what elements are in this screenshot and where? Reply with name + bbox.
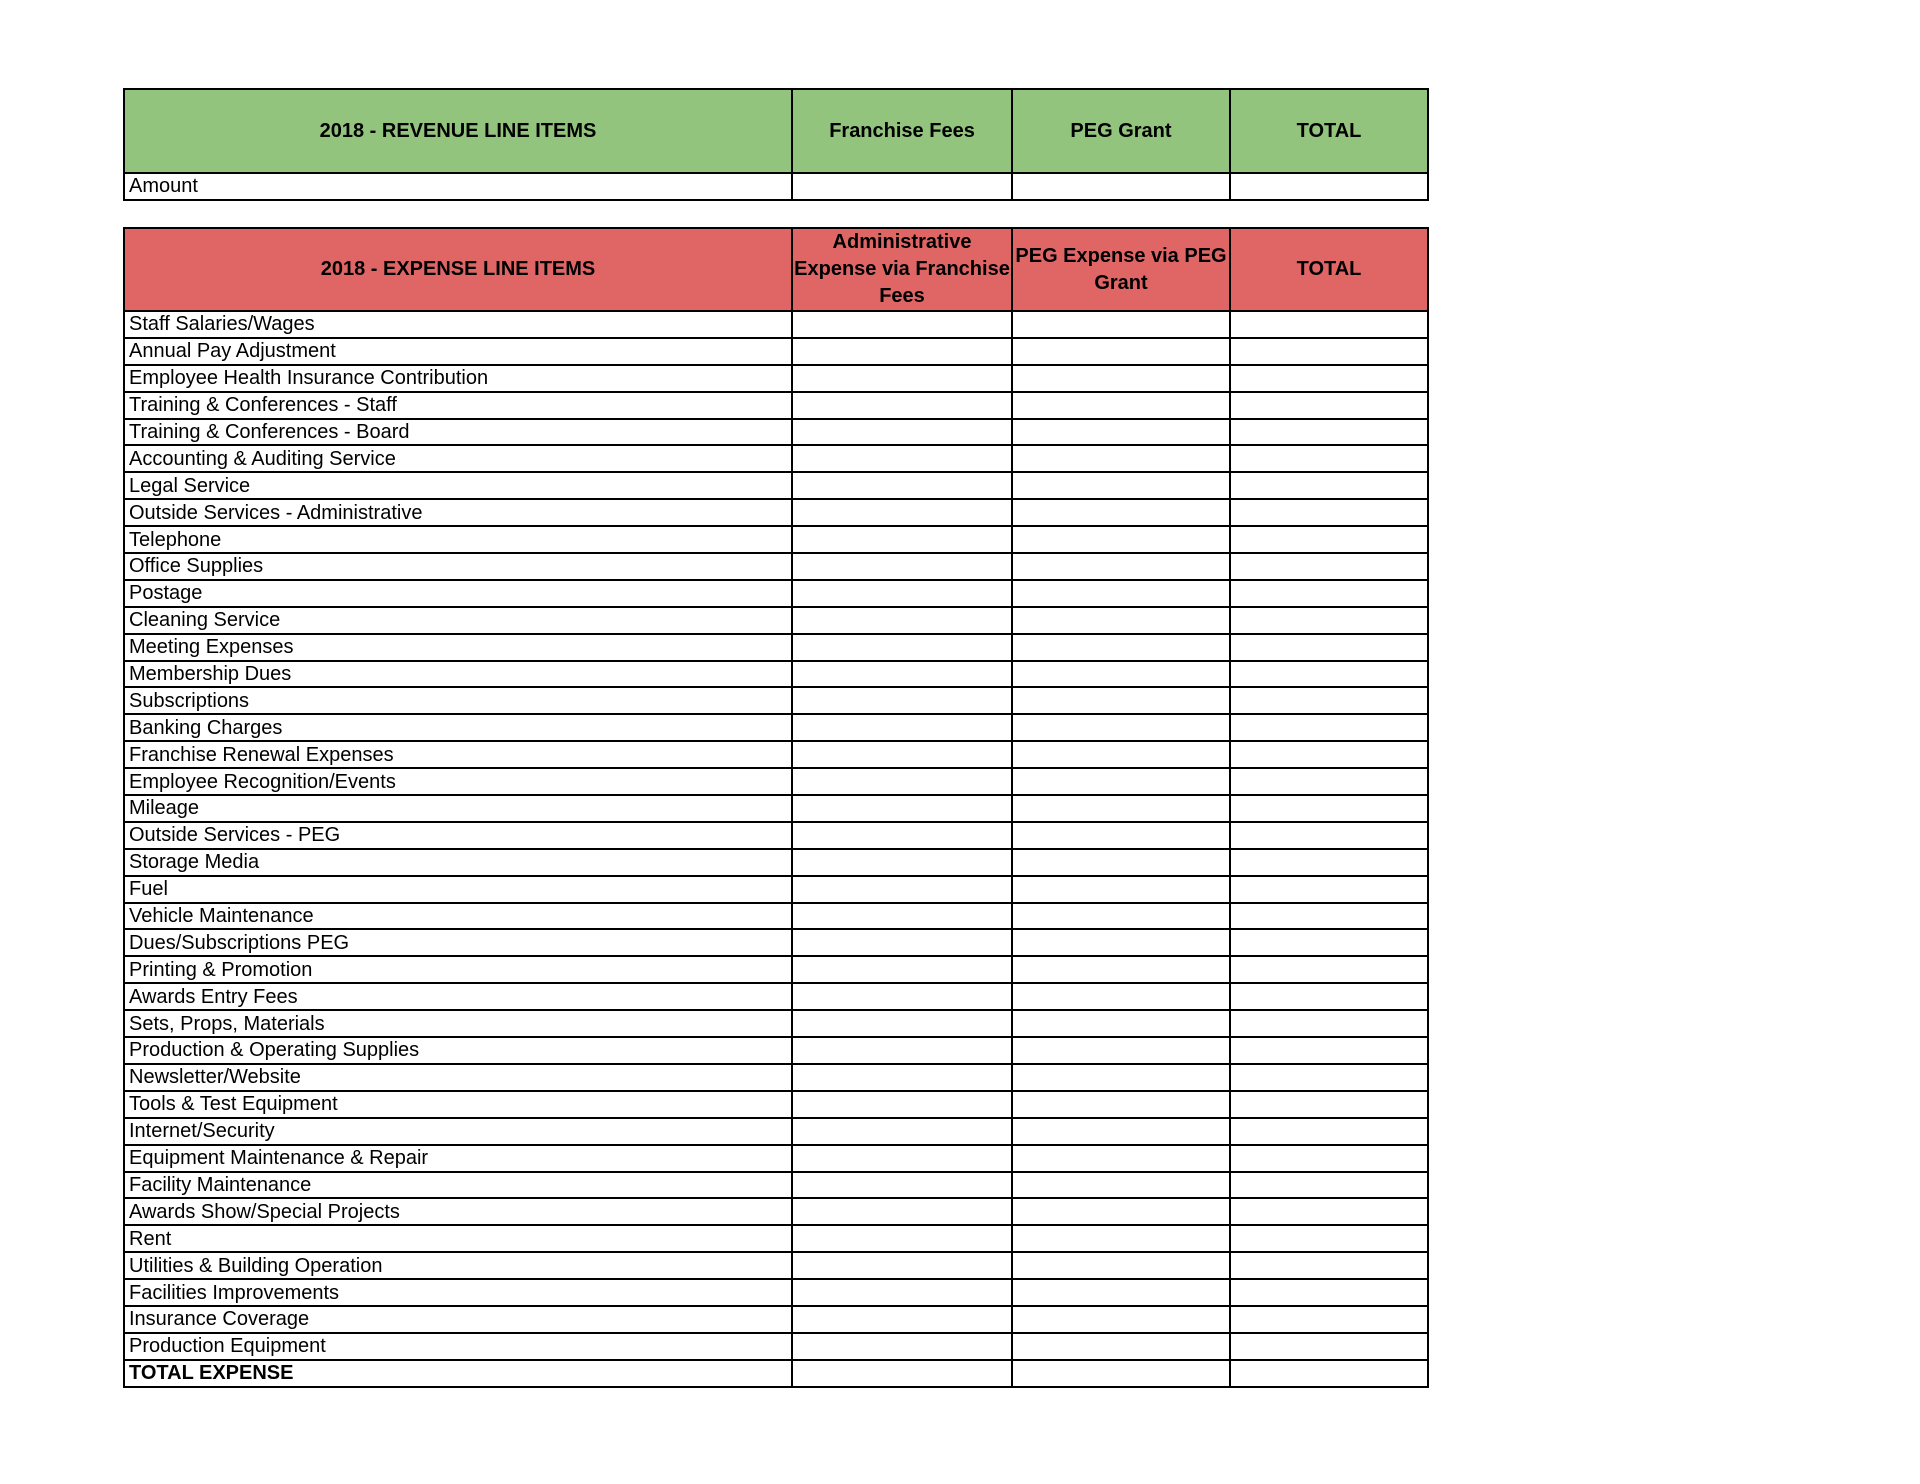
expense-cell-col-2[interactable] bbox=[1012, 822, 1230, 849]
expense-cell-col-1[interactable] bbox=[792, 365, 1012, 392]
expense-cell-col-1[interactable] bbox=[792, 903, 1012, 930]
expense-cell-total[interactable] bbox=[1230, 1279, 1428, 1306]
expense-row bbox=[124, 929, 1428, 956]
expense-cell-total[interactable] bbox=[1230, 392, 1428, 419]
revenue-body bbox=[124, 173, 1428, 200]
expense-row bbox=[124, 553, 1428, 580]
expense-cell-total[interactable] bbox=[1230, 903, 1428, 930]
expense-row-label: Employee Recognition/Events bbox=[124, 768, 792, 795]
expense-cell-col-1[interactable] bbox=[792, 1306, 1012, 1333]
expense-row bbox=[124, 526, 1428, 553]
expense-cell-total[interactable] bbox=[1230, 741, 1428, 768]
expense-row bbox=[124, 338, 1428, 365]
expense-cell-col-2[interactable] bbox=[1012, 553, 1230, 580]
expense-row bbox=[124, 634, 1428, 661]
expense-cell-col-2[interactable] bbox=[1012, 445, 1230, 472]
revenue-header-label: 2018 - REVENUE LINE ITEMS bbox=[124, 89, 792, 173]
expense-cell-col-1[interactable] bbox=[792, 876, 1012, 903]
expense-row bbox=[124, 607, 1428, 634]
expense-cell-col-2[interactable] bbox=[1012, 526, 1230, 553]
expense-table bbox=[123, 227, 1429, 1388]
expense-cell-total[interactable] bbox=[1230, 876, 1428, 903]
expense-row-label: Mileage bbox=[124, 795, 792, 822]
expense-cell-col-1[interactable] bbox=[792, 634, 1012, 661]
expense-row-label: Annual Pay Adjustment bbox=[124, 338, 792, 365]
expense-cell-col-2[interactable] bbox=[1012, 1360, 1230, 1387]
expense-row-label: Cleaning Service bbox=[124, 607, 792, 634]
expense-row bbox=[124, 392, 1428, 419]
expense-row bbox=[124, 1037, 1428, 1064]
expense-cell-col-1[interactable] bbox=[792, 1010, 1012, 1037]
expense-row bbox=[124, 1198, 1428, 1225]
expense-cell-col-2[interactable] bbox=[1012, 338, 1230, 365]
expense-row-label: Sets, Props, Materials bbox=[124, 1010, 792, 1037]
expense-header-total: TOTAL bbox=[1230, 228, 1428, 311]
expense-row bbox=[124, 1145, 1428, 1172]
expense-cell-col-1[interactable] bbox=[792, 338, 1012, 365]
expense-cell-col-2[interactable] bbox=[1012, 714, 1230, 741]
expense-row-label: Dues/Subscriptions PEG bbox=[124, 929, 792, 956]
expense-cell-total[interactable] bbox=[1230, 849, 1428, 876]
expense-cell-col-2[interactable] bbox=[1012, 1145, 1230, 1172]
expense-row-label: Storage Media bbox=[124, 849, 792, 876]
expense-cell-col-2[interactable] bbox=[1012, 1064, 1230, 1091]
revenue-row bbox=[124, 173, 1428, 200]
expense-cell-col-2[interactable] bbox=[1012, 634, 1230, 661]
expense-cell-col-2[interactable] bbox=[1012, 1010, 1230, 1037]
expense-row bbox=[124, 983, 1428, 1010]
expense-cell-total[interactable] bbox=[1230, 311, 1428, 338]
expense-cell-col-1[interactable] bbox=[792, 1333, 1012, 1360]
expense-cell-total[interactable] bbox=[1230, 1145, 1428, 1172]
expense-row-label: Internet/Security bbox=[124, 1118, 792, 1145]
expense-row bbox=[124, 1118, 1428, 1145]
revenue-header-franchise-fees: Franchise Fees bbox=[792, 89, 1012, 173]
expense-cell-col-1[interactable] bbox=[792, 553, 1012, 580]
expense-row-label: Postage bbox=[124, 580, 792, 607]
expense-cell-col-1[interactable] bbox=[792, 1091, 1012, 1118]
revenue-cell-total[interactable] bbox=[1230, 173, 1428, 200]
expense-cell-col-1[interactable] bbox=[792, 472, 1012, 499]
expense-cell-col-2[interactable] bbox=[1012, 607, 1230, 634]
expense-row bbox=[124, 1225, 1428, 1252]
expense-cell-col-1[interactable] bbox=[792, 714, 1012, 741]
expense-cell-col-2[interactable] bbox=[1012, 472, 1230, 499]
expense-cell-col-2[interactable] bbox=[1012, 956, 1230, 983]
expense-cell-total[interactable] bbox=[1230, 526, 1428, 553]
expense-row-label: Insurance Coverage bbox=[124, 1306, 792, 1333]
expense-cell-total[interactable] bbox=[1230, 1306, 1428, 1333]
expense-cell-col-1[interactable] bbox=[792, 768, 1012, 795]
expense-cell-col-1[interactable] bbox=[792, 849, 1012, 876]
expense-cell-col-1[interactable] bbox=[792, 1118, 1012, 1145]
expense-cell-total[interactable] bbox=[1230, 661, 1428, 688]
expense-cell-col-1[interactable] bbox=[792, 445, 1012, 472]
expense-cell-col-2[interactable] bbox=[1012, 929, 1230, 956]
expense-row-label: Training & Conferences - Staff bbox=[124, 392, 792, 419]
expense-row-label: Production Equipment bbox=[124, 1333, 792, 1360]
expense-row bbox=[124, 1172, 1428, 1199]
expense-row-label: Utilities & Building Operation bbox=[124, 1252, 792, 1279]
expense-row bbox=[124, 472, 1428, 499]
expense-row bbox=[124, 714, 1428, 741]
expense-cell-total[interactable] bbox=[1230, 419, 1428, 446]
expense-header-peg-expense: PEG Expense via PEG Grant bbox=[1012, 228, 1230, 311]
expense-row-label: Printing & Promotion bbox=[124, 956, 792, 983]
expense-cell-col-1[interactable] bbox=[792, 1360, 1012, 1387]
expense-cell-col-1[interactable] bbox=[792, 311, 1012, 338]
expense-cell-col-1[interactable] bbox=[792, 499, 1012, 526]
expense-cell-total[interactable] bbox=[1230, 472, 1428, 499]
expense-row bbox=[124, 956, 1428, 983]
expense-cell-col-1[interactable] bbox=[792, 983, 1012, 1010]
expense-cell-col-2[interactable] bbox=[1012, 1091, 1230, 1118]
expense-cell-total[interactable] bbox=[1230, 822, 1428, 849]
expense-row bbox=[124, 1091, 1428, 1118]
expense-cell-col-2[interactable] bbox=[1012, 1279, 1230, 1306]
expense-cell-total[interactable] bbox=[1230, 1037, 1428, 1064]
expense-row-label: Facility Maintenance bbox=[124, 1172, 792, 1199]
revenue-header-total: TOTAL bbox=[1230, 89, 1428, 173]
expense-cell-total[interactable] bbox=[1230, 1333, 1428, 1360]
expense-body bbox=[124, 311, 1428, 1387]
expense-cell-total[interactable] bbox=[1230, 580, 1428, 607]
expense-cell-total[interactable] bbox=[1230, 1198, 1428, 1225]
expense-cell-col-2[interactable] bbox=[1012, 1225, 1230, 1252]
expense-cell-col-1[interactable] bbox=[792, 526, 1012, 553]
expense-cell-total[interactable] bbox=[1230, 499, 1428, 526]
expense-cell-col-1[interactable] bbox=[792, 1037, 1012, 1064]
expense-cell-col-1[interactable] bbox=[792, 822, 1012, 849]
expense-row-label: Outside Services - Administrative bbox=[124, 499, 792, 526]
expense-cell-total[interactable] bbox=[1230, 445, 1428, 472]
expense-cell-total[interactable] bbox=[1230, 687, 1428, 714]
expense-row-label: Facilities Improvements bbox=[124, 1279, 792, 1306]
expense-cell-col-1[interactable] bbox=[792, 607, 1012, 634]
expense-row bbox=[124, 849, 1428, 876]
expense-cell-col-2[interactable] bbox=[1012, 1172, 1230, 1199]
expense-cell-total[interactable] bbox=[1230, 1010, 1428, 1037]
expense-cell-col-2[interactable] bbox=[1012, 1118, 1230, 1145]
expense-cell-total[interactable] bbox=[1230, 634, 1428, 661]
expense-cell-col-1[interactable] bbox=[792, 661, 1012, 688]
expense-cell-col-2[interactable] bbox=[1012, 1252, 1230, 1279]
expense-cell-total[interactable] bbox=[1230, 1064, 1428, 1091]
expense-cell-col-1[interactable] bbox=[792, 1225, 1012, 1252]
expense-row bbox=[124, 419, 1428, 446]
expense-cell-total[interactable] bbox=[1230, 795, 1428, 822]
expense-row bbox=[124, 580, 1428, 607]
expense-cell-col-1[interactable] bbox=[792, 687, 1012, 714]
expense-cell-col-2[interactable] bbox=[1012, 1198, 1230, 1225]
expense-cell-col-2[interactable] bbox=[1012, 768, 1230, 795]
expense-row-label: Employee Health Insurance Contribution bbox=[124, 365, 792, 392]
expense-cell-col-1[interactable] bbox=[792, 1198, 1012, 1225]
expense-row-label: Meeting Expenses bbox=[124, 634, 792, 661]
expense-cell-col-2[interactable] bbox=[1012, 392, 1230, 419]
expense-cell-col-1[interactable] bbox=[792, 1064, 1012, 1091]
expense-cell-col-1[interactable] bbox=[792, 795, 1012, 822]
revenue-row-label: Amount bbox=[124, 173, 792, 200]
expense-cell-col-1[interactable] bbox=[792, 1252, 1012, 1279]
expense-row-label: Outside Services - PEG bbox=[124, 822, 792, 849]
expense-cell-col-1[interactable] bbox=[792, 956, 1012, 983]
expense-row-label: Subscriptions bbox=[124, 687, 792, 714]
expense-cell-col-2[interactable] bbox=[1012, 311, 1230, 338]
expense-row bbox=[124, 499, 1428, 526]
expense-cell-col-2[interactable] bbox=[1012, 365, 1230, 392]
expense-row bbox=[124, 903, 1428, 930]
expense-cell-total[interactable] bbox=[1230, 768, 1428, 795]
expense-header-label: 2018 - EXPENSE LINE ITEMS bbox=[124, 228, 792, 311]
expense-cell-col-2[interactable] bbox=[1012, 741, 1230, 768]
expense-cell-total[interactable] bbox=[1230, 983, 1428, 1010]
expense-row-label: Training & Conferences - Board bbox=[124, 419, 792, 446]
expense-row bbox=[124, 1333, 1428, 1360]
expense-cell-col-2[interactable] bbox=[1012, 687, 1230, 714]
expense-cell-total[interactable] bbox=[1230, 714, 1428, 741]
expense-cell-total[interactable] bbox=[1230, 1118, 1428, 1145]
expense-cell-col-1[interactable] bbox=[792, 1279, 1012, 1306]
expense-row-label: Telephone bbox=[124, 526, 792, 553]
expense-cell-total[interactable] bbox=[1230, 1225, 1428, 1252]
expense-cell-col-1[interactable] bbox=[792, 929, 1012, 956]
revenue-cell-col-1[interactable] bbox=[792, 173, 1012, 200]
expense-row-label: Fuel bbox=[124, 876, 792, 903]
expense-row-label: Banking Charges bbox=[124, 714, 792, 741]
expense-header-row bbox=[124, 228, 1428, 311]
expense-row bbox=[124, 687, 1428, 714]
expense-row-label: TOTAL EXPENSE bbox=[124, 1360, 792, 1387]
expense-header-admin-expense: Administrative Expense via Franchise Fees bbox=[792, 228, 1012, 311]
expense-cell-total[interactable] bbox=[1230, 1252, 1428, 1279]
expense-row-label: Staff Salaries/Wages bbox=[124, 311, 792, 338]
expense-cell-col-1[interactable] bbox=[792, 1172, 1012, 1199]
expense-row bbox=[124, 768, 1428, 795]
expense-row bbox=[124, 1064, 1428, 1091]
expense-row bbox=[124, 661, 1428, 688]
expense-row bbox=[124, 365, 1428, 392]
expense-row bbox=[124, 1252, 1428, 1279]
expense-cell-total[interactable] bbox=[1230, 607, 1428, 634]
expense-row-label: Equipment Maintenance & Repair bbox=[124, 1145, 792, 1172]
expense-row-label: Newsletter/Website bbox=[124, 1064, 792, 1091]
expense-cell-col-2[interactable] bbox=[1012, 580, 1230, 607]
expense-row bbox=[124, 1306, 1428, 1333]
revenue-table bbox=[123, 88, 1429, 201]
expense-row-label: Awards Entry Fees bbox=[124, 983, 792, 1010]
expense-cell-col-1[interactable] bbox=[792, 392, 1012, 419]
expense-row-label: Tools & Test Equipment bbox=[124, 1091, 792, 1118]
expense-cell-total[interactable] bbox=[1230, 1172, 1428, 1199]
expense-cell-total[interactable] bbox=[1230, 1360, 1428, 1387]
expense-row bbox=[124, 795, 1428, 822]
expense-row bbox=[124, 822, 1428, 849]
expense-cell-total[interactable] bbox=[1230, 338, 1428, 365]
expense-cell-total[interactable] bbox=[1230, 956, 1428, 983]
expense-cell-col-2[interactable] bbox=[1012, 983, 1230, 1010]
expense-row-label: Rent bbox=[124, 1225, 792, 1252]
expense-cell-total[interactable] bbox=[1230, 553, 1428, 580]
expense-row-label: Accounting & Auditing Service bbox=[124, 445, 792, 472]
expense-cell-col-2[interactable] bbox=[1012, 661, 1230, 688]
expense-cell-col-1[interactable] bbox=[792, 580, 1012, 607]
expense-cell-col-2[interactable] bbox=[1012, 795, 1230, 822]
revenue-cell-col-2[interactable] bbox=[1012, 173, 1230, 200]
expense-row-label: Legal Service bbox=[124, 472, 792, 499]
expense-cell-col-1[interactable] bbox=[792, 419, 1012, 446]
expense-cell-total[interactable] bbox=[1230, 1091, 1428, 1118]
expense-row bbox=[124, 741, 1428, 768]
expense-cell-col-2[interactable] bbox=[1012, 499, 1230, 526]
expense-row bbox=[124, 445, 1428, 472]
expense-cell-col-2[interactable] bbox=[1012, 1306, 1230, 1333]
expense-cell-total[interactable] bbox=[1230, 365, 1428, 392]
expense-row-label: Production & Operating Supplies bbox=[124, 1037, 792, 1064]
expense-row-label: Franchise Renewal Expenses bbox=[124, 741, 792, 768]
expense-row bbox=[124, 1279, 1428, 1306]
revenue-header-row bbox=[124, 89, 1428, 173]
expense-cell-col-2[interactable] bbox=[1012, 876, 1230, 903]
revenue-header-peg-grant: PEG Grant bbox=[1012, 89, 1230, 173]
expense-row bbox=[124, 1360, 1428, 1387]
expense-row bbox=[124, 311, 1428, 338]
expense-row bbox=[124, 876, 1428, 903]
expense-row-label: Vehicle Maintenance bbox=[124, 903, 792, 930]
expense-cell-col-1[interactable] bbox=[792, 741, 1012, 768]
expense-cell-col-2[interactable] bbox=[1012, 849, 1230, 876]
expense-cell-col-2[interactable] bbox=[1012, 419, 1230, 446]
expense-cell-col-1[interactable] bbox=[792, 1145, 1012, 1172]
expense-row-label: Awards Show/Special Projects bbox=[124, 1198, 792, 1225]
expense-row-label: Membership Dues bbox=[124, 661, 792, 688]
expense-cell-col-2[interactable] bbox=[1012, 903, 1230, 930]
expense-row bbox=[124, 1010, 1428, 1037]
expense-row-label: Office Supplies bbox=[124, 553, 792, 580]
expense-cell-total[interactable] bbox=[1230, 929, 1428, 956]
expense-cell-col-2[interactable] bbox=[1012, 1037, 1230, 1064]
expense-cell-col-2[interactable] bbox=[1012, 1333, 1230, 1360]
